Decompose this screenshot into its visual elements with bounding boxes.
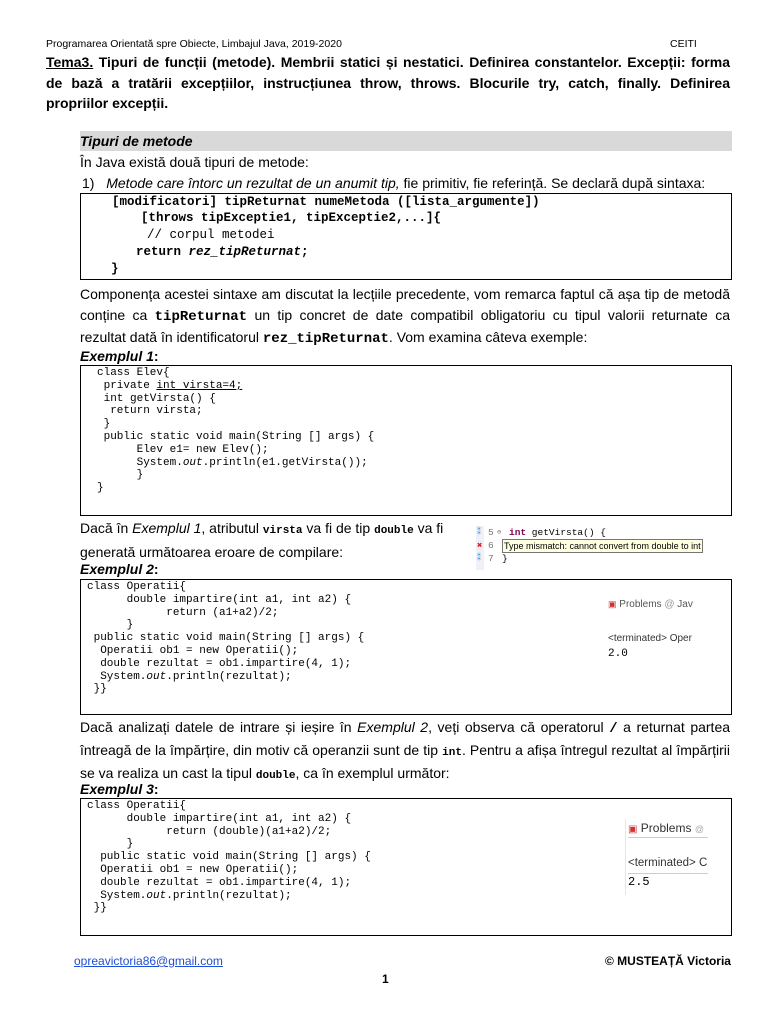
item1-number: 1) <box>82 175 95 191</box>
ex2-line-4: } <box>87 619 134 632</box>
ex2-label-text: Exemplul 2 <box>80 561 154 577</box>
ex2-line-5: public static void main(String [] args) { <box>87 632 365 645</box>
ex3-label <box>80 779 159 800</box>
p3-text-3: a returnat partea întreagă de la împărțire, din motiv că operanzii sunt de tip <box>80 719 731 758</box>
error-icon: ✖ <box>477 541 483 551</box>
ex2-line-9: }} <box>87 683 107 696</box>
ex2-line-1: class Operatii{ <box>87 581 187 593</box>
ex3-code-box <box>80 798 732 936</box>
ex2-console-status: <terminated> Oper <box>608 633 692 644</box>
ex3-line-8a: System. <box>87 889 147 902</box>
ex3-label-text: Exemplul 3 <box>80 781 154 797</box>
ex1-line-5: } <box>97 418 111 431</box>
p3-italic-1: Exemplul 2 <box>357 719 429 735</box>
ex1-line-8a: System. <box>97 456 183 469</box>
ex1-line-2a: private <box>97 379 157 392</box>
footer-email-link[interactable]: opreavictoria86@gmail.com <box>74 954 223 968</box>
syntax-line-5: } <box>111 262 119 276</box>
p3-code-3: double <box>255 770 296 782</box>
syntax-rez: rez_tipReturnat <box>188 245 302 259</box>
ex1-label <box>80 346 159 367</box>
error-tooltip: Type mismatch: cannot convert from double to int <box>504 541 701 551</box>
ex1-line-4: return virsta; <box>97 405 203 418</box>
ex2-line-8a: System. <box>87 670 147 683</box>
p2-text-4: va fi generată următoarea eroare de compilare: <box>80 520 444 560</box>
ex2-line-3: return (a1+a2)/2; <box>87 606 279 619</box>
ex3-console-output: 2.5 <box>628 875 650 889</box>
item1 <box>82 173 742 194</box>
ex1-line-9: } <box>97 469 144 482</box>
p3-code-2: int <box>442 746 462 759</box>
error-code-close: } <box>502 553 508 564</box>
fold-icon: ⊖ <box>497 529 502 537</box>
syntax-line-2: [throws tipExceptie1, tipExceptie2,...]{ <box>141 211 442 225</box>
err-code: getVirsta() { <box>526 527 606 538</box>
ex2-problems-tab[interactable]: Problems <box>619 599 662 610</box>
ex3-line-5: public static void main(String [] args) { <box>87 851 371 864</box>
p2-code-2: double <box>374 525 414 537</box>
ex1-line-8b: out <box>182 456 203 469</box>
ex3-line-8b: out <box>146 889 167 902</box>
syntax-semicolon: ; <box>301 245 309 259</box>
ex1-colon: : <box>153 348 159 364</box>
p2-italic-1: Exemplul 1 <box>132 520 202 536</box>
syntax-line-3: // corpul metodei <box>147 228 275 242</box>
ex3-line-1: class Operatii{ <box>87 800 187 812</box>
topic-text: Tipuri de funcții (metode). Membrii statici și nestatici. Definirea constantelor. Excepții: forma de bază a tratării excepțiilor, instrucțiunea throw, throws. Blocurile try, catch, finally. Definirea propriilor excepții. <box>46 54 730 111</box>
javadoc-icon: @ <box>664 599 675 610</box>
p2-text-2: , atributul <box>201 520 263 536</box>
ex1-code-box <box>80 365 732 516</box>
page-number: 1 <box>382 972 389 986</box>
ex2-javadoc-tab[interactable]: Jav <box>677 599 693 610</box>
ex2-line-8 <box>87 671 364 684</box>
ex2-code-box <box>80 579 732 715</box>
line-number-6: 6 <box>488 540 494 551</box>
p1-text-3: . Vom examina câteva exemple: <box>388 329 588 345</box>
course-header: Programarea Orientată spre Obiecte, Limbajul Java, 2019-2020 <box>46 38 342 50</box>
err-kw: int <box>509 527 527 538</box>
problems-icon: ▣ <box>628 824 638 835</box>
ex3-line-4: } <box>87 838 134 851</box>
ex1-line-6: public static void main(String [] args) { <box>97 430 375 443</box>
ex3-line-8c: .println(rezultat); <box>166 889 292 902</box>
p1-text-2: un tip concret de date compatibil obligatoriu cu tipul valorii returnate ca rezultat dată în identificatorul <box>80 306 730 345</box>
ex3-line-9: }} <box>87 902 107 915</box>
ex3-console-status: <terminated> C <box>628 857 708 869</box>
p3-text-2: , veți observa că operatorul <box>428 719 610 735</box>
ex3-colon: : <box>153 781 159 797</box>
item1-rest: fie primitiv, fie referință. Se declară după sintaxa: <box>399 175 706 191</box>
ex2-line-2: double impartire(int a1, int a2) { <box>87 593 352 606</box>
line-number-5: 5 <box>488 527 494 538</box>
error-snippet <box>476 526 728 570</box>
ex1-line-1: class Elev{ <box>97 367 170 379</box>
javadoc-icon: @ <box>694 824 704 834</box>
syntax-line-1: [modificatori] tipReturnat numeMetoda ([lista_argumente]) <box>112 195 540 209</box>
ex1-line-8c: .println(e1.getVirsta()); <box>202 456 368 469</box>
p2-text-3: va fi de tip <box>302 520 375 536</box>
p3-text-4: . Pentru a afișa întregul rezultat al împărțirii se va realiza un cast la tipul <box>80 741 730 781</box>
ex1-line-10: } <box>97 482 104 495</box>
ex1-line-2 <box>97 380 374 393</box>
ex1-label-text: Exemplul 1 <box>80 348 154 364</box>
ex2-label <box>80 559 159 580</box>
ex2-line-6: Operatii ob1 = new Operatii(); <box>87 644 299 657</box>
topic-label: Tema3. <box>46 54 94 70</box>
p3-code-1: / <box>609 721 618 737</box>
ex1-line-7: Elev e1= new Elev(); <box>97 443 269 456</box>
p3-text-1: Dacă analizați datele de intrare și ieșire în <box>80 719 358 735</box>
ex3-console-divider <box>628 837 708 838</box>
paragraph-2 <box>80 518 470 562</box>
ex3-console <box>625 819 710 895</box>
syntax-line-4 <box>136 245 309 260</box>
ex3-line-2: double impartire(int a1, int a2) { <box>87 812 352 825</box>
intro-text: În Java există două tipuri de metode: <box>80 154 309 170</box>
p2-text-1: Dacă în <box>80 520 133 536</box>
section-title: Tipuri de metode <box>80 131 732 151</box>
paragraph-1 <box>80 284 730 350</box>
ex3-line-8 <box>87 890 371 903</box>
ex2-console <box>608 597 704 667</box>
ex2-line-8b: out <box>146 670 167 683</box>
p1-code-1: tipReturnat <box>154 308 248 325</box>
ex3-line-3: return (double)(a1+a2)/2; <box>87 825 332 838</box>
p3-text-5: , ca în exemplul următor: <box>295 765 450 781</box>
error-code-line <box>509 527 606 539</box>
problems-icon: ▣ <box>608 599 617 609</box>
ex2-colon: : <box>153 561 159 577</box>
ex2-line-7: double rezultat = ob1.impartire(4, 1); <box>87 657 352 670</box>
topic-title <box>46 52 730 114</box>
syntax-box <box>80 193 732 280</box>
syntax-return: return <box>136 245 189 259</box>
ex1-line-2b: int virsta=4; <box>156 379 243 392</box>
info-icon: ⁑ <box>477 528 481 537</box>
ex3-problems-tab[interactable]: Problems <box>640 821 692 835</box>
item1-italic: Metode care întorc un rezultat de un anumit tip, <box>106 175 400 191</box>
paragraph-3 <box>80 717 730 787</box>
ex1-line-8 <box>97 457 374 470</box>
p2-code-1: virsta <box>262 525 303 537</box>
line-number-7: 7 <box>488 553 494 564</box>
p1-code-2: rez_tipReturnat <box>262 331 389 347</box>
info-icon-2: ⁑ <box>477 554 481 563</box>
ex1-line-3: int getVirsta() { <box>97 392 216 405</box>
ex2-line-8c: .println(rezultat); <box>166 670 292 683</box>
ex3-console-tab <box>628 821 704 835</box>
footer-author: © MUSTEAȚĂ Victoria <box>605 954 731 968</box>
ex3-console-divider-2 <box>628 873 708 874</box>
ex2-console-output: 2.0 <box>608 648 628 660</box>
org-header: CEITI <box>670 38 697 50</box>
ex3-line-7: double rezultat = ob1.impartire(4, 1); <box>87 876 352 889</box>
ex2-console-tabs <box>608 599 693 610</box>
ex3-line-6: Operatii ob1 = new Operatii(); <box>87 863 299 876</box>
p1-text-1: Componența acestei sintaxe am discutat la lecțiile precedente, vom remarca faptul că așa tip de metodă conține ca <box>80 286 730 323</box>
